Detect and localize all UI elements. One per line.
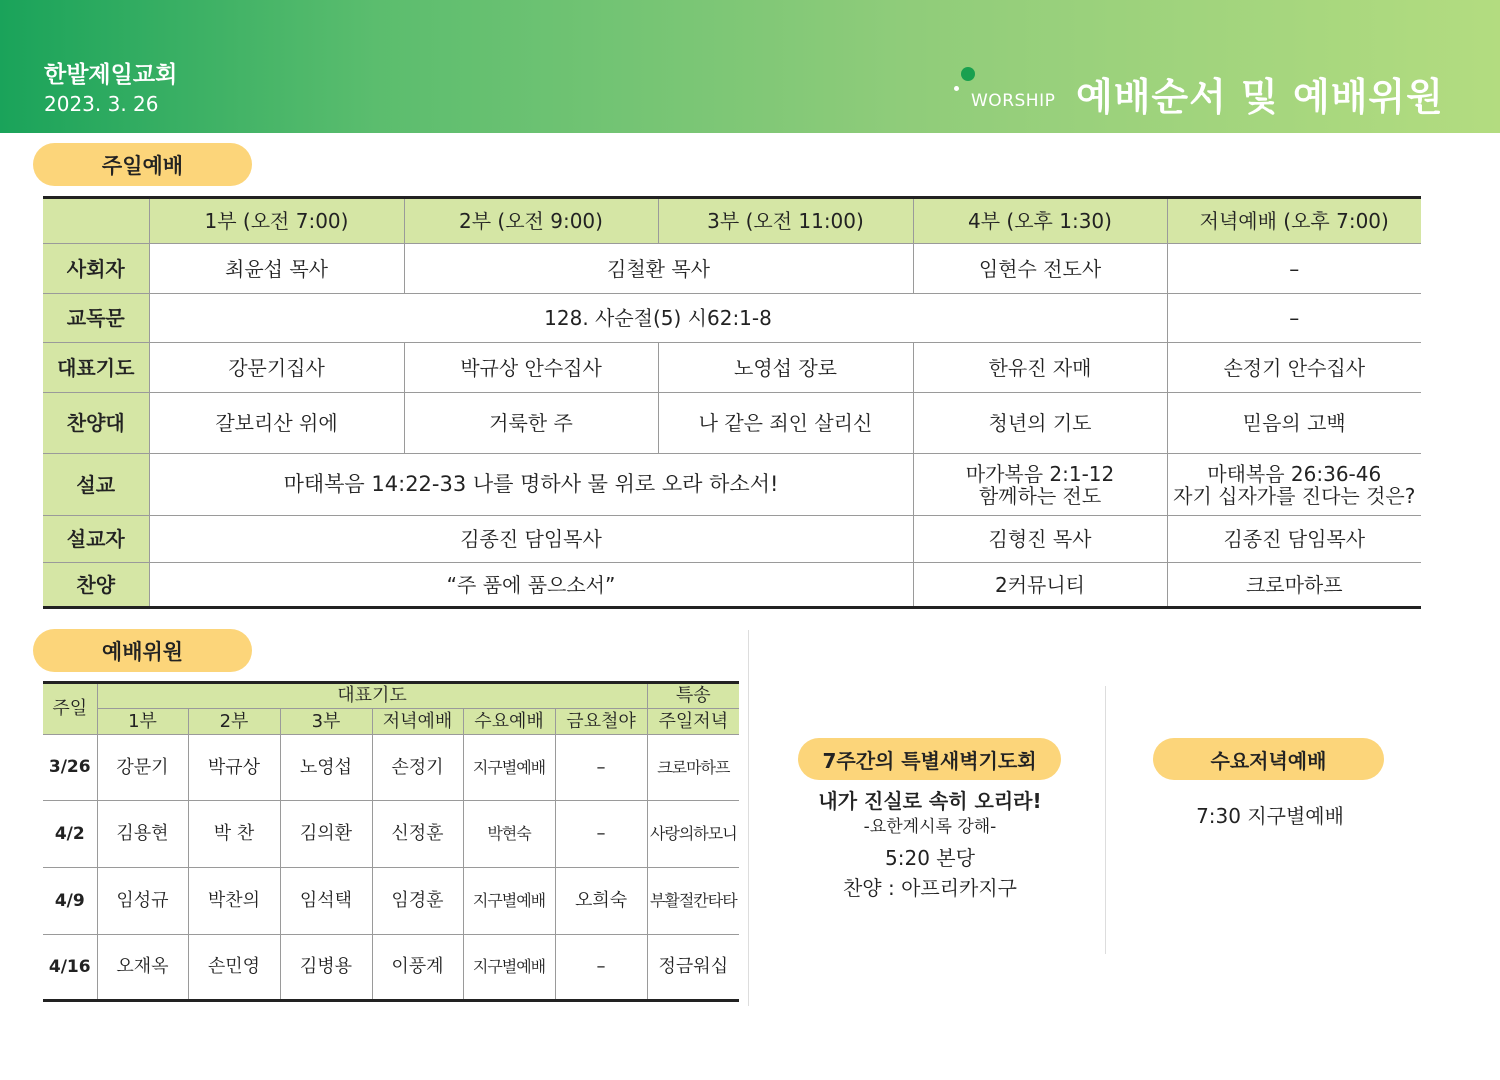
wednesday-label: 수요저녁예배 — [1153, 738, 1384, 780]
duty-cell: 박찬의 — [188, 868, 280, 935]
subheader-wednesday: 수요예배 — [463, 709, 555, 735]
row-label: 찬양대 — [43, 393, 149, 454]
header-cell-evening: 저녁예배 (오후 7:00) — [1167, 198, 1421, 244]
row-label: 설교자 — [43, 516, 149, 563]
subheader-2: 2부 — [188, 709, 280, 735]
duty-cell: 사랑의하모니 — [647, 801, 739, 868]
duty-cell: 박현숙 — [463, 801, 555, 868]
duty-cell: 박규상 — [188, 735, 280, 801]
duty-cell: 임성규 — [97, 868, 188, 935]
row-date: 4/2 — [43, 801, 97, 868]
row-date: 4/16 — [43, 935, 97, 1001]
choir-s2: 거룩한 주 — [404, 393, 658, 454]
small-dot-icon — [954, 86, 959, 91]
preacher-evening: 김종진 담임목사 — [1167, 516, 1421, 563]
table-row-preacher — [43, 516, 1421, 563]
subheader-1: 1부 — [97, 709, 188, 735]
presider-evening: – — [1167, 244, 1421, 294]
choir-s3: 나 같은 죄인 살리신 — [658, 393, 913, 454]
header-cell-service-4: 4부 (오후 1:30) — [913, 198, 1167, 244]
dawn-prayer-label: 7주간의 특별새벽기도회 — [798, 738, 1061, 780]
prayer-s3: 노영섭 장로 — [658, 343, 913, 393]
sermon-evening-passage: 마태복음 26:36-46 — [1207, 461, 1382, 486]
column-divider — [1105, 686, 1106, 954]
header-prayer: 대표기도 — [97, 683, 647, 709]
row-label: 찬양 — [43, 563, 149, 608]
duty-cell: 손정기 — [372, 735, 463, 801]
table-row-choir — [43, 393, 1421, 454]
row-date: 3/26 — [43, 735, 97, 801]
sunday-section-label: 주일예배 — [33, 143, 252, 186]
worship-label: WORSHIP — [971, 91, 1056, 111]
duty-cell: 지구별예배 — [463, 735, 555, 801]
header-banner — [0, 0, 1500, 133]
praise-s4: 2커뮤니티 — [913, 563, 1167, 608]
duty-cell: – — [555, 735, 647, 801]
reading-s1-4: 128. 사순절(5) 시62:1-8 — [149, 294, 1167, 343]
sermon-evening — [1167, 454, 1421, 516]
duty-cell: 지구별예배 — [463, 935, 555, 1001]
row-label: 설교 — [43, 454, 149, 516]
table-header-row — [43, 198, 1421, 244]
praise-evening: 크로마하프 — [1245, 572, 1343, 597]
subheader-friday: 금요철야 — [555, 709, 647, 735]
duty-header-row — [43, 683, 739, 709]
header-cell-service-1: 1부 (오전 7:00) — [149, 198, 404, 244]
table-row — [43, 868, 739, 935]
duty-cell: 김의환 — [280, 801, 372, 868]
duty-cell: 손민영 — [188, 935, 280, 1001]
duty-cell: 김병용 — [280, 935, 372, 1001]
reading-evening: – — [1167, 294, 1421, 343]
presider-s1: 최윤섭 목사 — [149, 244, 404, 294]
table-row — [43, 935, 739, 1001]
header-cell-service-3: 3부 (오전 11:00) — [658, 198, 913, 244]
duty-cell: 신정훈 — [372, 801, 463, 868]
duty-cell: 부활절칸타타 — [647, 868, 739, 935]
duty-subheader-row — [43, 709, 739, 735]
dot-icon — [961, 67, 975, 81]
table-row-reading — [43, 294, 1421, 343]
dawn-prayer-time: 5:20 본당 — [885, 846, 975, 870]
sermon-s4 — [913, 454, 1167, 516]
duty-cell: 노영섭 — [280, 735, 372, 801]
duty-cell: 김용현 — [97, 801, 188, 868]
header-cell-empty — [43, 198, 149, 244]
table-row-sermon — [43, 454, 1421, 516]
duty-cell: 정금워십 — [658, 956, 729, 978]
sermon-s4-title: 함께하는 전도 — [978, 483, 1102, 508]
prayer-s2: 박규상 안수집사 — [404, 343, 658, 393]
sermon-s1-3: 마태복음 14:22-33 나를 명하사 물 위로 오라 하소서! — [149, 454, 913, 516]
prayer-s1: 강문기집사 — [149, 343, 404, 393]
preacher-s4: 김형진 목사 — [913, 516, 1167, 563]
sermon-s4-passage: 마가복음 2:1-12 — [965, 461, 1115, 486]
praise-s1-3: “주 품에 품으소서” — [149, 563, 913, 608]
presider-s2-3: 김철환 목사 — [404, 244, 913, 294]
row-label: 사회자 — [43, 244, 149, 294]
duty-roster-table — [43, 681, 739, 1002]
subheader-sunday-evening: 주일저녁 — [647, 709, 739, 735]
prayer-s4: 한유진 자매 — [913, 343, 1167, 393]
duty-cell: 박 찬 — [188, 801, 280, 868]
church-name: 한밭제일교회 — [44, 62, 178, 88]
preacher-s1-3: 김종진 담임목사 — [149, 516, 913, 563]
duty-cell: 임경훈 — [372, 868, 463, 935]
duty-cell: 지구별예배 — [463, 868, 555, 935]
row-label: 교독문 — [43, 294, 149, 343]
header-cell-service-2: 2부 (오전 9:00) — [404, 198, 658, 244]
dawn-prayer-series: -요한계시록 강해- — [863, 817, 997, 837]
choir-s1: 갈보리산 위에 — [149, 393, 404, 454]
prayer-evening: 손정기 안수집사 — [1167, 343, 1421, 393]
table-row — [43, 735, 739, 801]
table-row-presider — [43, 244, 1421, 294]
duty-section-label: 예배위원 — [33, 629, 252, 672]
column-divider — [748, 630, 749, 1006]
table-row-praise — [43, 563, 1421, 608]
choir-s4: 청년의 기도 — [913, 393, 1167, 454]
header-week: 주일 — [43, 683, 97, 735]
choir-evening: 믿음의 고백 — [1167, 393, 1421, 454]
duty-cell: 강문기 — [97, 735, 188, 801]
table-row — [43, 801, 739, 868]
service-date: 2023. 3. 26 — [44, 92, 159, 116]
dawn-prayer-praise: 찬양 : 아프리카지구 — [842, 876, 1017, 900]
duty-cell: – — [555, 801, 647, 868]
duty-cell: 크로마하프 — [647, 735, 739, 801]
row-label: 대표기도 — [43, 343, 149, 393]
duty-cell: 임석택 — [280, 868, 372, 935]
header-special: 특송 — [647, 683, 739, 709]
page-title: 예배순서 및 예배위원 — [1076, 75, 1444, 119]
wednesday-detail: 7:30 지구별예배 — [1196, 804, 1344, 828]
duty-cell: – — [555, 935, 647, 1001]
sermon-evening-title: 자기 십자가를 진다는 것은? — [1173, 483, 1416, 508]
table-row-prayer — [43, 343, 1421, 393]
duty-cell: 오희숙 — [555, 868, 647, 935]
duty-cell: 오재옥 — [97, 935, 188, 1001]
subheader-3: 3부 — [280, 709, 372, 735]
row-date: 4/9 — [43, 868, 97, 935]
presider-s4: 임현수 전도사 — [913, 244, 1167, 294]
sunday-worship-table — [43, 196, 1421, 609]
dawn-prayer-subtitle: 내가 진실로 속히 오리라! — [818, 789, 1042, 813]
dawn-prayer-info — [790, 788, 1070, 903]
duty-cell: 이풍계 — [372, 935, 463, 1001]
subheader-evening: 저녁예배 — [372, 709, 463, 735]
